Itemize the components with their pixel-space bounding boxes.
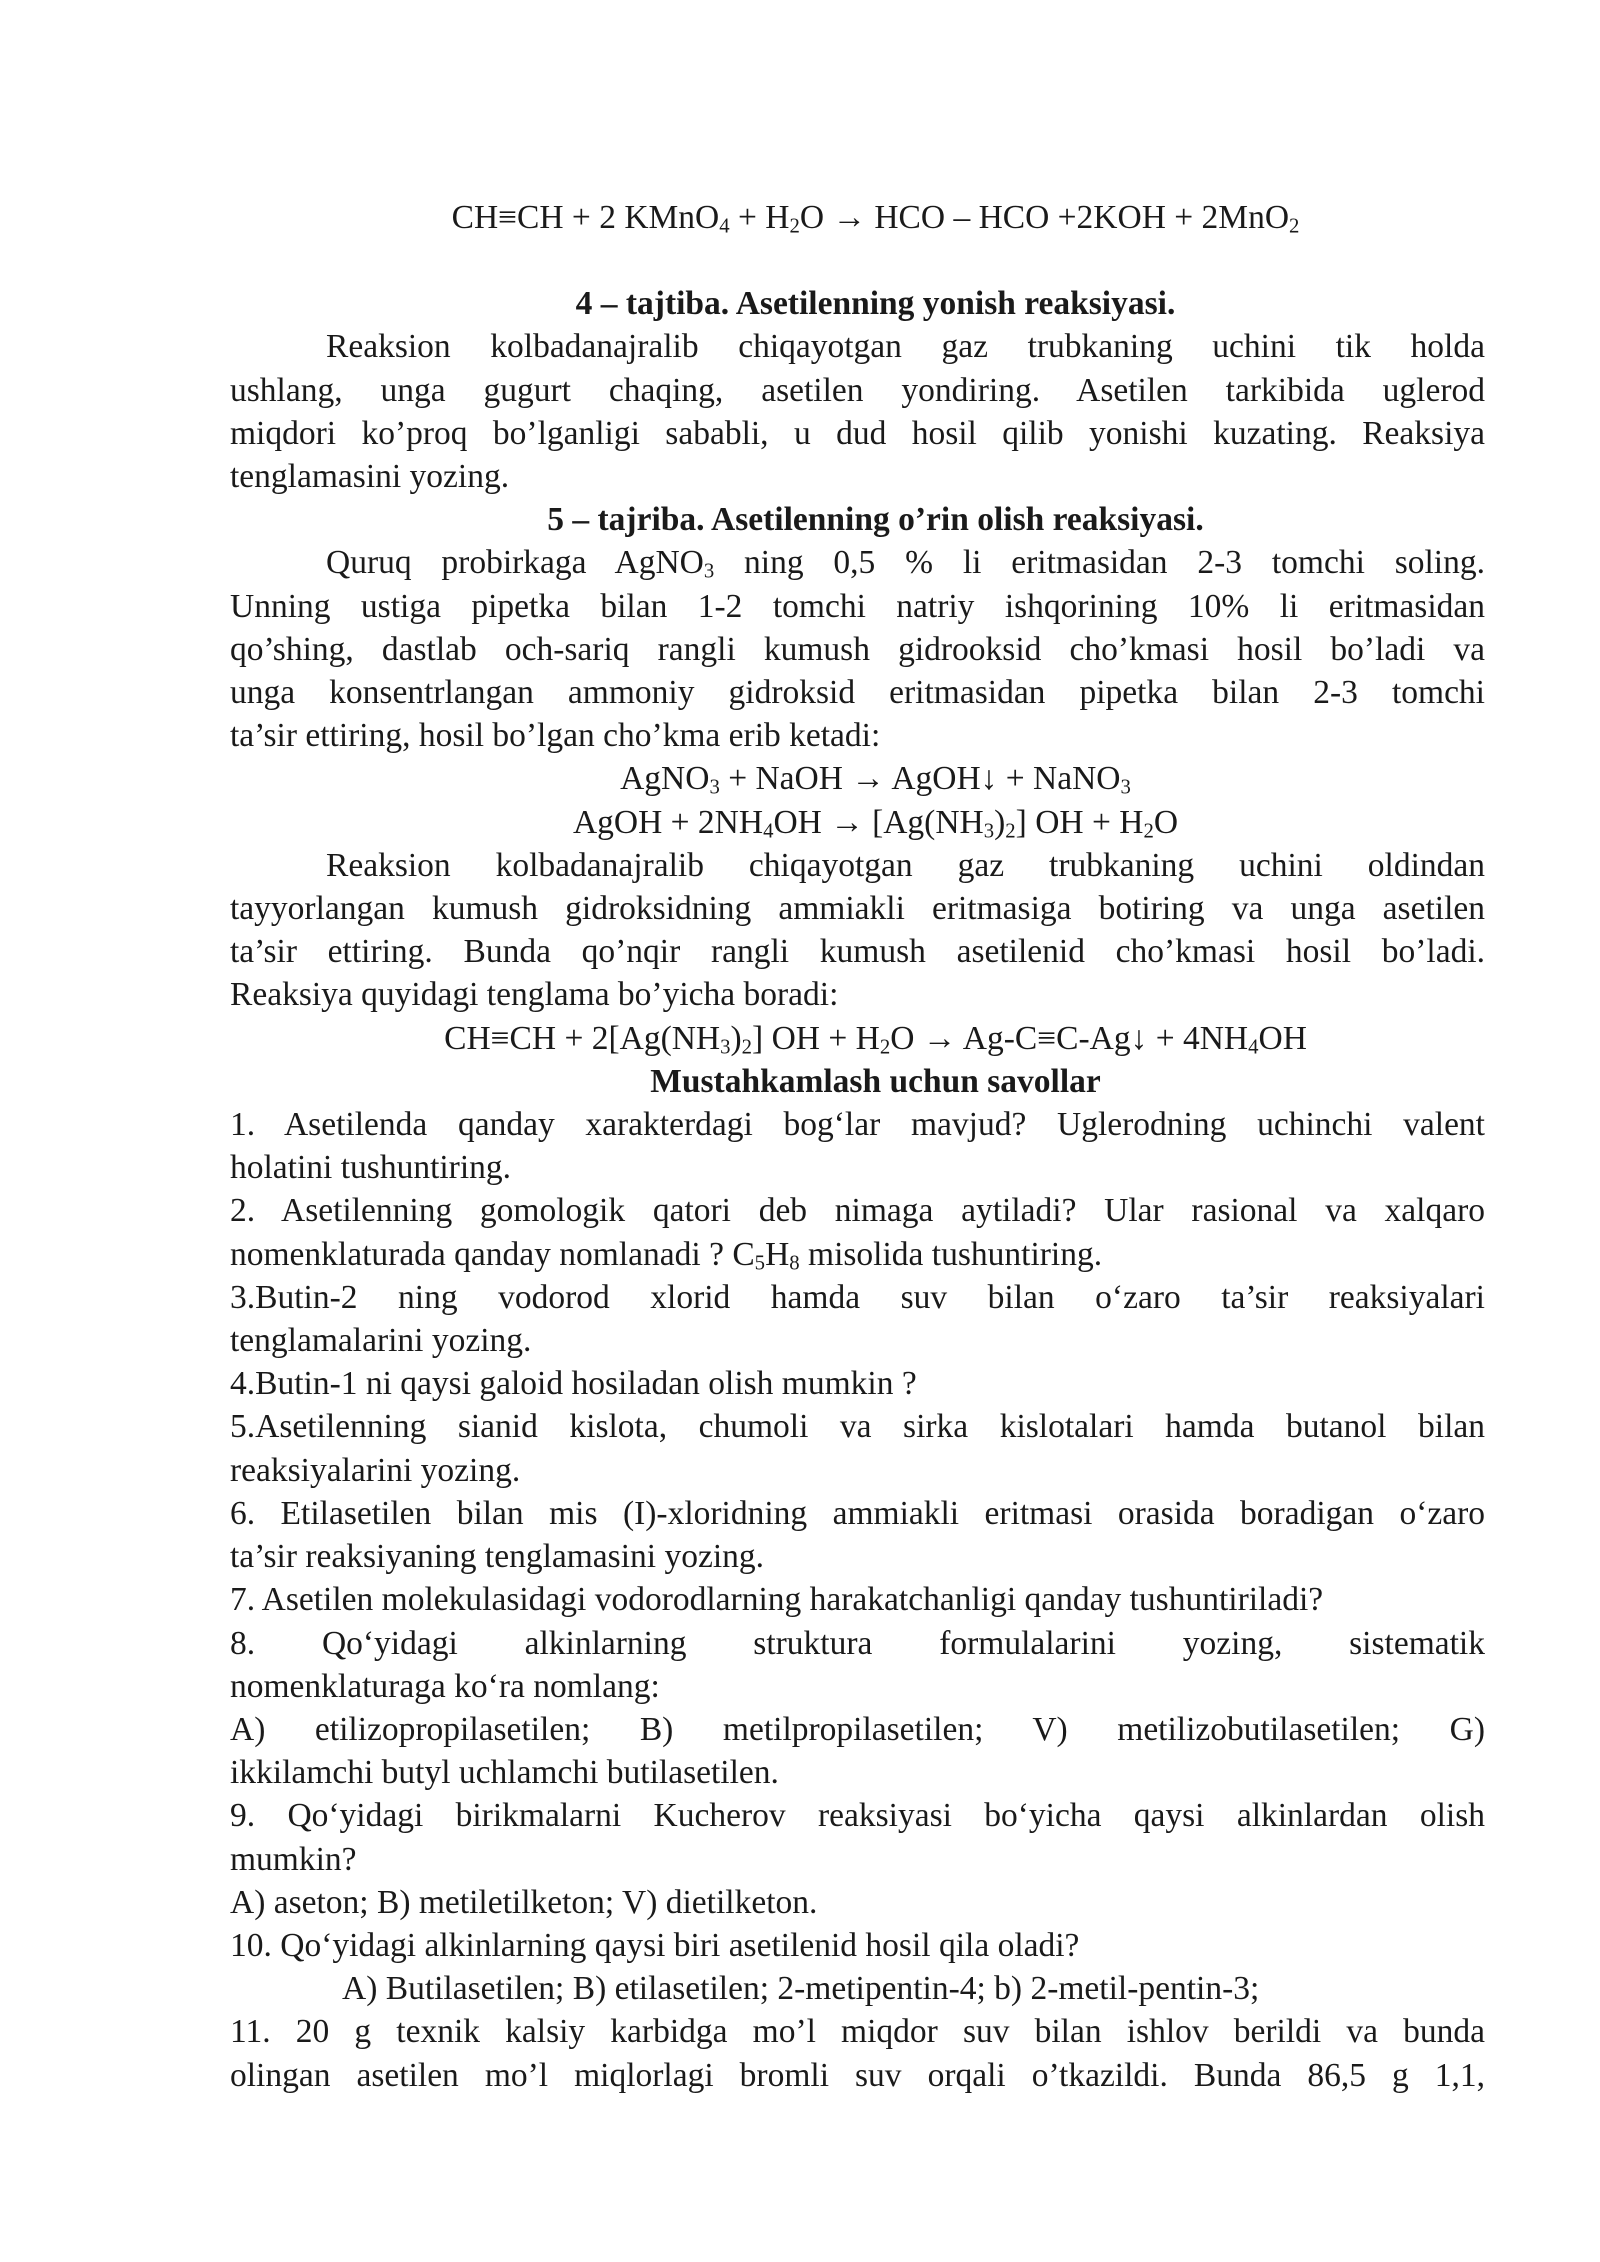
paragraph-line: ta’sir ettiring, hosil bo’lgan cho’kma erib ketadi: xyxy=(230,717,881,755)
question-2-line: nomenklaturada qanday nomlanadi ? $C_5H_8$ misolida tushuntiring. xyxy=(230,1235,1103,1275)
equation-acetylene-oxidation: CH≡CH + 2 KMnO$_4$ + $H_2O$ → HCO – HCO +2KOH + 2MnO$_2$ xyxy=(451,199,1300,238)
question-6-line: 6. Etilasetilen bilan mis (I)-xloridning ammiakli eritmasi orasida boradigan o‘zaro xyxy=(230,1494,1485,1532)
question-2-line: 2. Asetilenning gomologik qatori deb nimaga aytiladi? Ular rasional va xalqaro xyxy=(230,1192,1485,1230)
question-11-line: olingan asetilen mo’l miqlorlagi bromli suv orqali o’tkazildi. Bunda 86,5 g 1,1, xyxy=(230,2056,1485,2094)
question-9-line: mumkin? xyxy=(230,1840,357,1878)
document-page xyxy=(230,196,1485,2097)
question-3-line: 3.Butin-2 ning vodorod xlorid hamda suv bilan o‘zaro ta’sir reaksiyalari xyxy=(230,1278,1485,1316)
question-3-line: tenglamalarini yozing. xyxy=(230,1322,532,1360)
paragraph-line: ta’sir ettiring. Bunda qo’nqir rangli kumush asetilenid cho’kmasi hosil bo’ladi. xyxy=(230,933,1485,971)
question-8-options-line: A) etilizopropilasetilen; B) metilpropilasetilen; V) metilizobutilasetilen; G) xyxy=(230,1710,1485,1748)
section-title-experiment-4: 4 – tajtiba. Asetilenning yonish reaksiyasi. xyxy=(575,285,1176,323)
paragraph-line: Reaksion kolbadanajralib chiqayotgan gaz trubkaning uchini oldindan xyxy=(326,846,1485,884)
paragraph-line: qo’shing, dastlab och-sariq rangli kumush gidrooksid cho’kmasi hosil bo’ladi va xyxy=(230,630,1485,668)
paragraph-line: ushlang, unga gugurt chaqing, asetilen yondiring. Asetilen tarkibida uglerod xyxy=(230,371,1485,409)
question-9-line: 9. Qo‘yidagi birikmalarni Kucherov reaksiyasi bo‘yicha qaysi alkinlardan olish xyxy=(230,1797,1485,1835)
question-10-options-line: A) Butilasetilen; B) etilasetilen; 2-metipentin-4; b) 2-metil-pentin-3; xyxy=(342,1970,1260,2008)
equation-ammonia-complex: AgOH + $2NH_4OH \to [Ag(NH_3)_2]$ OH + $H_2O$ xyxy=(572,803,1179,843)
paragraph-line: unga konsentrlangan ammoniy gidroksid eritmasidan pipetka bilan 2-3 tomchi xyxy=(230,674,1485,712)
question-9-options-line: A) aseton; B) metiletilketon; V) dietilketon. xyxy=(230,1883,818,1921)
question-6-line: ta’sir reaksiyaning tenglamasini yozing. xyxy=(230,1538,765,1576)
paragraph-line: Reaksion kolbadanajralib chiqayotgan gaz trubkaning uchini tik holda xyxy=(326,328,1485,366)
paragraph-line: tayyorlangan kumush gidroksidning ammiakli eritmasiga botiring va unga asetilen xyxy=(230,890,1485,928)
question-7-line: 7. Asetilen molekulasidagi vodorodlarning harakatchanligi qanday tushuntiriladi? xyxy=(230,1581,1324,1619)
question-1-line: holatini tushuntiring. xyxy=(230,1149,512,1187)
question-1-line: 1. Asetilenda qanday xarakterdagi bog‘lar mavjud? Uglerodning uchinchi valent xyxy=(230,1106,1485,1144)
equation-silver-hydroxide: AgNO$_3$ + NaOH → AgOH↓ + NaNO$_3$ xyxy=(620,760,1131,799)
section-title-experiment-5: 5 – tajriba. Asetilenning o’rin olish reaksiyasi. xyxy=(547,501,1204,539)
paragraph-line: miqdori ko’proq bo’lganligi sababli, u dud hosil qilib yonishi kuzating. Reaksiya xyxy=(230,414,1485,452)
question-10-line: 10. Qo‘yidagi alkinlarning qaysi biri asetilenid hosil qila oladi? xyxy=(230,1926,1080,1964)
paragraph-line: Unning ustiga pipetka bilan 1-2 tomchi natriy ishqorining 10% li eritmasidan xyxy=(230,587,1485,625)
question-5-line: 5.Asetilenning sianid kislota, chumoli va sirka kislotalari hamda butanol bilan xyxy=(230,1408,1485,1446)
paragraph-line: Reaksiya quyidagi tenglama bo’yicha boradi: xyxy=(230,976,839,1014)
section-title-questions: Mustahkamlash uchun savollar xyxy=(650,1062,1101,1100)
question-8-line: nomenklaturaga ko‘ra nomlang: xyxy=(230,1667,660,1705)
question-4-line: 4.Butin-1 ni qaysi galoid hosiladan olish mumkin ? xyxy=(230,1365,917,1403)
equation-silver-acetylide: $CH\equiv CH + 2[Ag(NH_3)_2]$ OH + $H_2O$ → Ag-C≡C-Ag↓ + $4NH_4OH$ xyxy=(444,1019,1307,1059)
spacer xyxy=(230,239,1485,282)
question-8-line: 8. Qo‘yidagi alkinlarning struktura formulalarini yozing, sistematik xyxy=(230,1624,1485,1662)
question-5-line: reaksiyalarini yozing. xyxy=(230,1451,521,1489)
paragraph-line: Quruq probirkaga AgNO$_3$ ning 0,5 % li eritmasidan 2-3 tomchi soling. xyxy=(326,544,1485,583)
paragraph-line: tenglamasini yozing. xyxy=(230,458,510,496)
question-11-line: 11. 20 g texnik kalsiy karbidga mo’l miqdor suv bilan ishlov berildi va bunda xyxy=(230,2013,1485,2051)
question-8-options-line: ikkilamchi butyl uchlamchi butilasetilen. xyxy=(230,1754,779,1792)
